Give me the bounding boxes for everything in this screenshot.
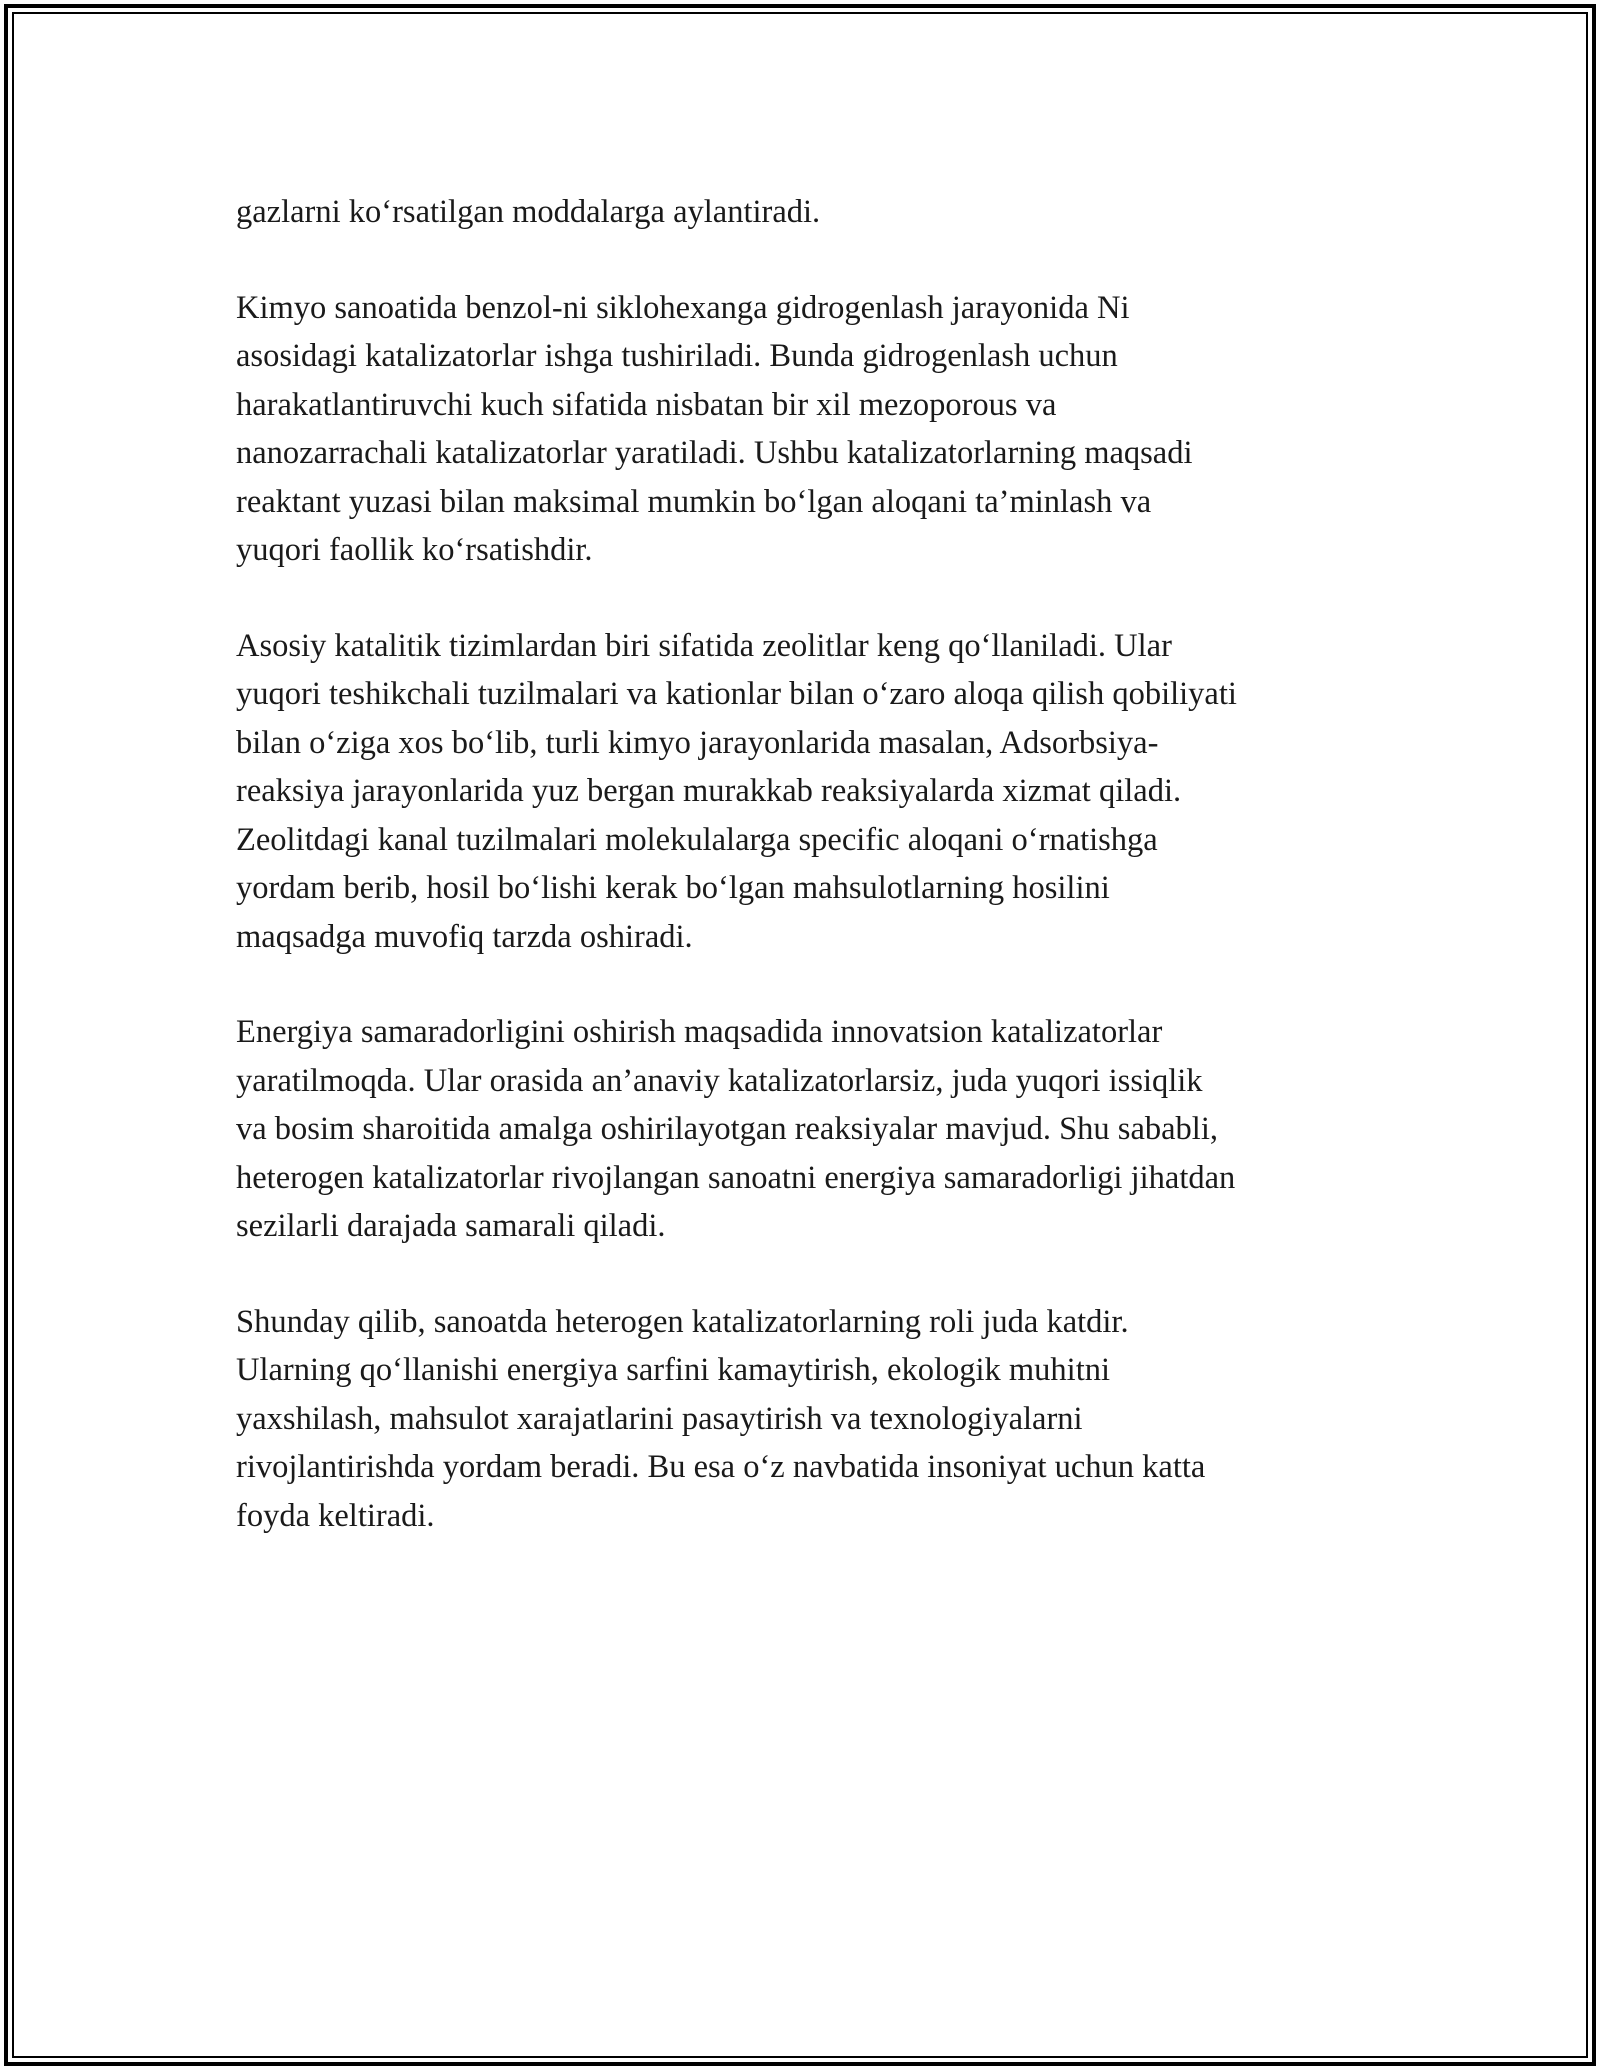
text-line: rivojlantirishda yordam beradi. Bu esa o‘z navbatida insoniyat uchun katta xyxy=(236,1449,1206,1485)
text-line: nanozarrachali katalizatorlar yaratiladi. Ushbu katalizatorlarning maqsadi xyxy=(236,435,1193,471)
text-line: Ularning qo‘llanishi energiya sarfini kamaytirish, ekologik muhitni xyxy=(236,1352,1111,1388)
text-line: va bosim sharoitida amalga oshirilayotgan reaksiyalar mavjud. Shu sababli, xyxy=(236,1111,1218,1147)
paragraph-gap xyxy=(236,237,1386,284)
text-line: bilan o‘ziga xos bo‘lib, turli kimyo jarayonlarida masalan, Adsorbsiya- xyxy=(236,724,1159,761)
text-line: yaratilmoqda. Ular orasida an’anaviy katalizatorlarsiz, juda yuqori issiqlik xyxy=(236,1062,1203,1099)
paragraph-gap xyxy=(236,575,1386,622)
text-line: yuqori teshikchali tuzilmalari va kationlar bilan o‘zaro aloqa qilish qobiliyati xyxy=(236,676,1237,712)
paragraph-gap xyxy=(236,961,1386,1008)
paragraph-gap xyxy=(236,1251,1386,1298)
text-line: Energiya samaradorligini oshirish maqsadida innovatsion katalizatorlar xyxy=(236,1014,1163,1050)
paragraph-1 xyxy=(236,188,1386,237)
text-line: yuqori faollik ko‘rsatishdir. xyxy=(236,532,593,568)
text-line: Asosiy katalitik tizimlardan biri sifatida zeolitlar keng qo‘llaniladi. Ular xyxy=(236,627,1172,664)
text-line: reaktant yuzasi bilan maksimal mumkin bo‘lgan aloqani ta’minlash va xyxy=(236,483,1152,520)
paragraph-2 xyxy=(236,284,1386,575)
paragraph-4 xyxy=(236,1008,1386,1251)
text-line: harakatlantiruvchi kuch sifatida nisbatan bir xil mezoporous va xyxy=(236,386,1057,423)
text-line: gazlarni ko‘rsatilgan moddalarga aylantiradi. xyxy=(236,194,821,230)
text-line: yaxshilash, mahsulot xarajatlarini pasaytirish va texnologiyalarni xyxy=(236,1400,1083,1437)
text-line: asosidagi katalizatorlar ishga tushiriladi. Bunda gidrogenlash uchun xyxy=(236,338,1118,374)
text-line: maqsadga muvofiq tarzda oshiradi. xyxy=(236,918,693,955)
text-line: sezilarli darajada samarali qiladi. xyxy=(236,1208,666,1244)
text-line: Shunday qilib, sanoatda heterogen katalizatorlarning roli juda katdir. xyxy=(236,1303,1129,1340)
paragraph-5 xyxy=(236,1298,1386,1541)
text-line: yordam berib, hosil bo‘lishi kerak bo‘lgan mahsulotlarning hosilini xyxy=(236,870,1110,906)
paragraph-3 xyxy=(236,622,1386,962)
text-line: foyda keltiradi. xyxy=(236,1497,435,1534)
text-line: Kimyo sanoatida benzol-ni siklohexanga gidrogenlash jarayonida Ni xyxy=(236,289,1130,326)
document-body xyxy=(236,188,1386,1540)
text-line: Zeolitdagi kanal tuzilmalari molekulalarga specific aloqani o‘rnatishga xyxy=(236,821,1158,858)
text-line: reaksiya jarayonlarida yuz bergan murakkab reaksiyalarda xizmat qiladi. xyxy=(236,773,1182,809)
text-line: heterogen katalizatorlar rivojlangan sanoatni energiya samaradorligi jihatdan xyxy=(236,1159,1236,1196)
